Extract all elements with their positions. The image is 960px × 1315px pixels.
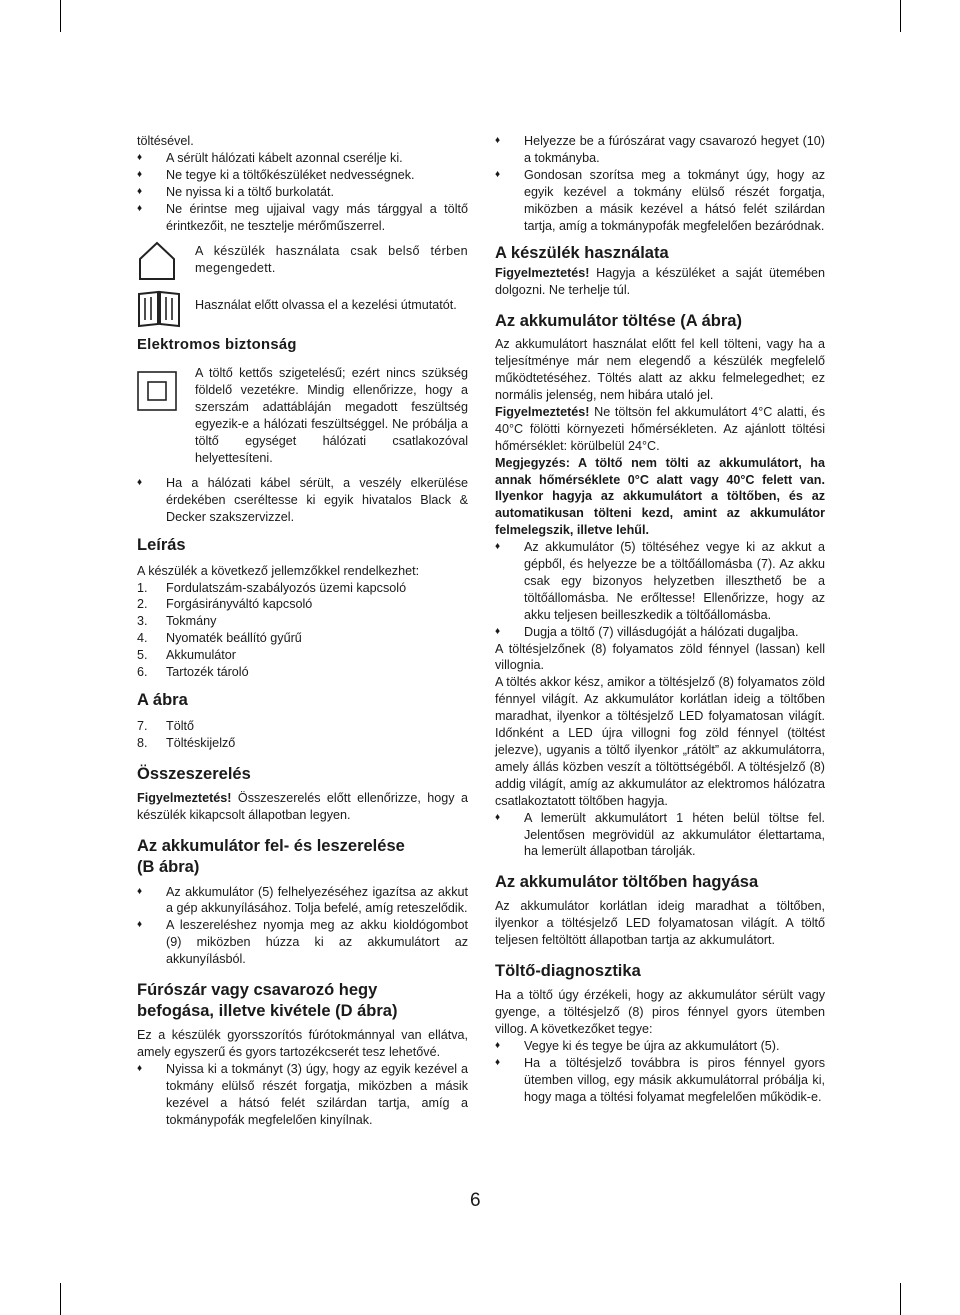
crop-mark-bottom-left <box>60 1283 61 1315</box>
charging-paragraph: A töltés akkor kész, amikor a töltésjelző (8) folyamatos zöld fénnyel világít. Az akkumulátor korlátlan ideig a töltőben maradhat, ilyenkor a töltésjelző LED folyamatosan világít. Időnként a LED újra villogni fog zöld fénnyel (töltést jelezve), ugyanis a töltő ilyenkor „rátölt” az akkumulátorra, amely állás közben veszít a töltöttségéből. A töltésjelző (8) addig világít, amíg az akkumulátor az elektromos hálózatra csatlakoztatott töltőben hagyja. <box>495 675 825 808</box>
list-item: ♦ A leszereléshez nyomja meg az akku kioldógombot (9) miközben húzza ki az akkumulátort az akkunyílásból. <box>137 917 468 968</box>
figure-a-list <box>137 718 468 752</box>
double-insulation-text: A töltő kettős szigetelésű; ezért nincs szükség földelő vezetékre. Mindig ellenőrizze, hogy a szerszám adattábláján megadott feszültség egyezik-e a hálózati feszültséggel. Ne próbálja a töltő egységet hálózati csatlakozóval helyettesíteni. <box>195 366 468 465</box>
section-heading: A ábra <box>137 690 188 709</box>
section-heading: Töltő-diagnosztika <box>495 962 641 981</box>
list-item: 7. Töltő <box>137 718 194 733</box>
charging-bullets <box>495 539 825 640</box>
battery-bullets <box>137 884 468 969</box>
chuck-intro: Ez a készülék gyorsszorítós fúrótokmánnyal van ellátva, amely egyszerű és gyors tartozékcserét tesz lehetővé. <box>137 1028 468 1059</box>
section-heading: Az akkumulátor töltőben hagyása <box>495 873 759 892</box>
list-item: ♦ A lemerült akkumulátort 1 héten belül töltse fel. Jelentősen megrövidül az akkumulátor élettartama, ha lemerült állapotban tárolják. <box>495 810 825 861</box>
list-item: ♦ Gondosan szorítsa meg a tokmányt úgy, hogy az egyik kezével a tokmány elülső részét forgatja, miközben a másik kezével a hátsó felét szilárdan tartja, amíg a tokmánypofák megfelelően bezáródnak. <box>495 167 825 235</box>
list-item: ♦ Ne nyissa ki a töltő burkolatát. <box>137 184 468 201</box>
list-item: ♦ Az akkumulátor (5) töltéséhez vegye ki az akkut a gépből, és helyezze be a töltőállomásba (7). Az akku csak egy bizonyos helyzetben illeszthető be a töltőállomásba. Ne erőltesse! Ellenőrizze, hogy az akku teljesen beilleszkedik a töltőállomásba. <box>495 539 825 624</box>
section-heading: Az akkumulátor fel- és leszerelése (B ábra) <box>137 836 405 876</box>
house-icon <box>137 239 177 288</box>
section-heading: Az akkumulátor töltése (A ábra) <box>495 312 742 331</box>
section-heading: Elektromos biztonság <box>137 337 297 354</box>
insert-bit-bullets <box>495 133 825 234</box>
safety-bullets <box>137 150 468 235</box>
list-item: 3. Tokmány <box>137 614 217 629</box>
charging-bullet-last <box>495 810 825 861</box>
leave-in-charger-text: Az akkumulátor korlátlan ideig maradhat a töltőben, ilyenkor a töltésjelző LED folyamatosan világít. A töltő teljesen feltöltött állapotban tartja az akkumulátort. <box>495 899 825 948</box>
diagnostics-text: Ha a töltő úgy érzékeli, hogy az akkumulátor sérült vagy gyenge, a töltésjelző (8) piros fénnyel gyors ütemben villog. A következőket tegye: <box>495 988 825 1036</box>
charging-note: Megjegyzés: A töltő nem tölti az akkumulátort, ha annak hőmérséklete 0°C alatt vagy 40°C felett van. Ilyenkor hagyja az akkumulátort a töltőben, és az automatikusan tölteni kezd, amint az akkumulátor felmelegszik, illetve lehűl. <box>495 455 825 538</box>
cable-bullet-list <box>137 475 468 526</box>
list-item: ♦ Ne érintse meg ujjaival vagy más tárggyal a töltő érintkezőit, ne tesztelje mérőműszerrel. <box>137 201 468 235</box>
right-column <box>495 133 825 1105</box>
left-column <box>137 133 468 1129</box>
chuck-bullets <box>137 1061 468 1129</box>
list-item: ♦ Az akkumulátor (5) felhelyezéséhez igazítsa az akkut a gép akkunyílásához. Tolja befelé, amíg reteszelődik. <box>137 884 468 918</box>
indoor-use-row <box>137 243 468 283</box>
crop-mark-bottom-right <box>900 1283 901 1315</box>
charging-paragraph: Az akkumulátort használat előtt fel kell tölteni, vagy ha a teljesítménye már nem elegendő a készülék megfelelő működtetéséhez. Töltés alatt az akku felmelegedhet; ez normális jelenség, nem hibára utaló jel. <box>495 337 825 402</box>
list-item: 8. Töltéskijelző <box>137 735 236 750</box>
list-item: ♦ Nyissa ki a tokmányt (3) úgy, hogy az egyik kezével a tokmány elülső részét forgatja, miközben a másik kezével a hátsó felét szilárdan tartja, amíg a tokmánypofák megfelelően kinyílnak. <box>137 1061 468 1129</box>
description-intro: A készülék a következő jellemzőkkel rendelkezhet: <box>137 563 420 578</box>
list-item: ♦ Vegye ki és tegye be újra az akkumulátort (5). <box>495 1038 825 1055</box>
list-item: 4. Nyomaték beállító gyűrű <box>137 631 302 646</box>
diagnostics-bullets <box>495 1038 825 1106</box>
section-heading: Leírás <box>137 535 186 554</box>
assembly-warning: Figyelmeztetés! Összeszerelés előtt ellenőrizze, hogy a készülék kikapcsolt állapotban legyen. <box>137 790 468 822</box>
charging-paragraph: A töltésjelzőnek (8) folyamatos zöld fénnyel (lassan) kell villognia. <box>495 641 825 673</box>
list-item: ♦ Ne tegye ki a töltőkészüléket nedvességnek. <box>137 167 468 184</box>
section-heading: Fúrószár vagy csavarozó hegy befogása, illetve kivétele (D ábra) <box>137 981 398 1021</box>
features-list <box>137 580 468 681</box>
charging-warning: Figyelmeztetés! Ne töltsön fel akkumulátort 4°C alatti, és 40°C fölötti környezeti hőmérsékleten. Az ajánlott töltési hőmérséklet: körülbelül 24°C. <box>495 404 825 453</box>
page-number: 6 <box>470 1190 481 1211</box>
double-insulation-row <box>137 365 468 466</box>
list-item: 6. Tartozék tároló <box>137 665 249 680</box>
list-item: 5. Akkumulátor <box>137 648 236 663</box>
continuation-line: töltésével. <box>137 134 194 148</box>
list-item: ♦ Ha a töltésjelző továbbra is piros fénnyel gyors ütemben villog, egy másik akkumulátorral próbálja ki, hogy maga a töltési folyamat megfelelően működik-e. <box>495 1055 825 1106</box>
indoor-use-text: A készülék használata csak belső térben megengedett. <box>195 244 468 276</box>
manual-text: Használat előtt olvassa el a kezelési útmutatót. <box>195 298 457 313</box>
crop-mark-top-right <box>900 0 901 32</box>
section-heading: A készülék használata <box>495 244 669 263</box>
list-item: ♦ Helyezze be a fúrószárat vagy csavarozó hegyet (10) a tokmányba. <box>495 133 825 167</box>
crop-mark-top-left <box>60 0 61 32</box>
list-item: 1. Fordulatszám-szabályozós üzemi kapcsoló <box>137 580 407 595</box>
manual-row <box>137 294 468 328</box>
double-insulation-icon <box>137 371 177 416</box>
usage-warning: Figyelmeztetés! Hagyja a készüléket a saját ütemében dolgozni. Ne terhelje túl. <box>495 266 825 298</box>
book-icon <box>137 290 181 333</box>
list-item: ♦ A sérült hálózati kábelt azonnal cserélje ki. <box>137 150 468 167</box>
list-item: ♦ Dugja a töltő (7) villásdugóját a hálózati dugaljba. <box>495 624 825 641</box>
section-heading: Összeszerelés <box>137 764 251 783</box>
list-item: 2. Forgásirányváltó kapcsoló <box>137 597 313 612</box>
list-item: ♦ Ha a hálózati kábel sérült, a veszély elkerülése érdekében cseréltesse ki egyik hivatalos Black & Decker szakszervizzel. <box>137 475 468 526</box>
